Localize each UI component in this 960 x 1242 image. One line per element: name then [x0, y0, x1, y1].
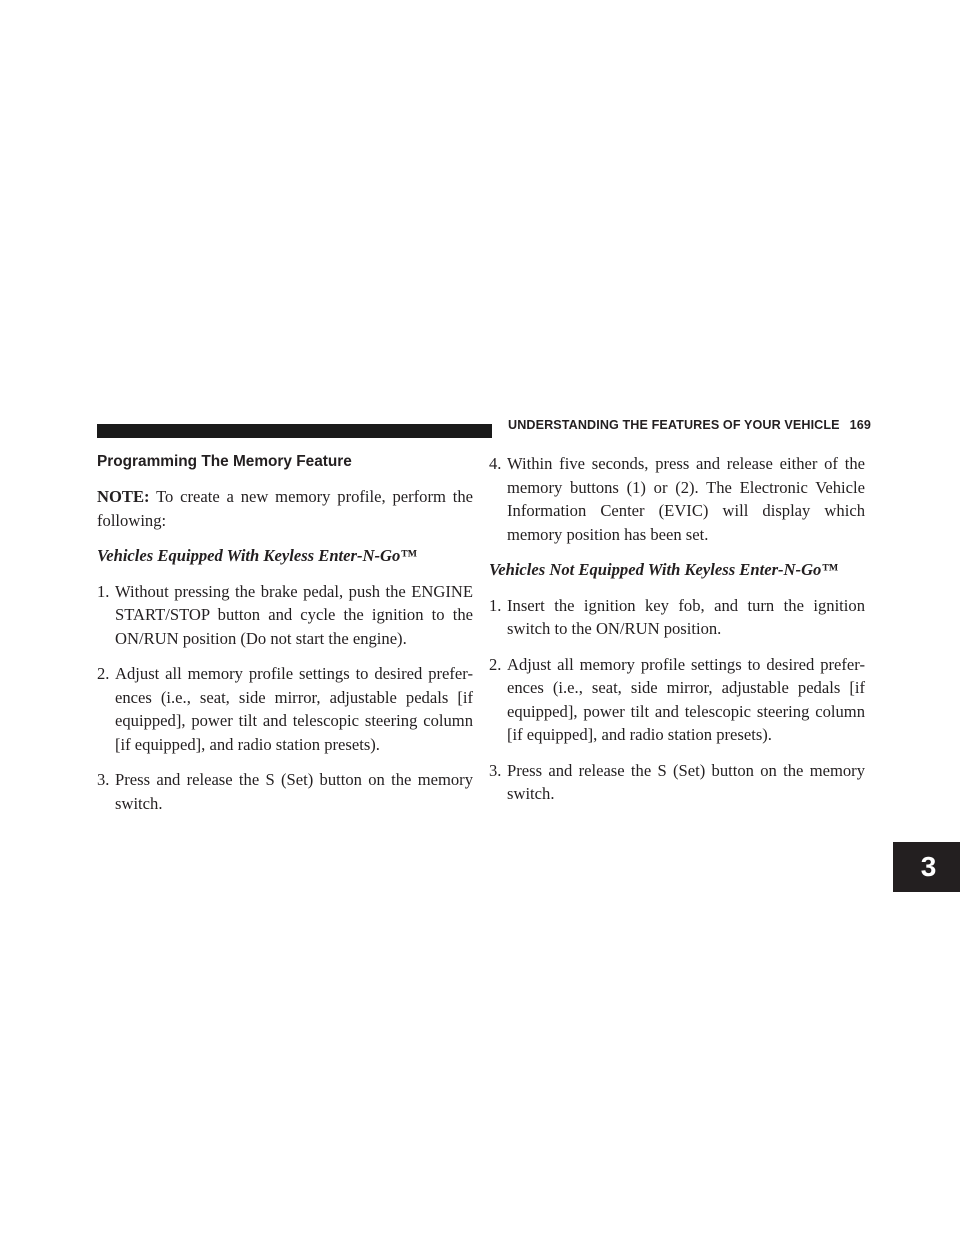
step-number: 3.	[489, 760, 502, 780]
step-number: 1.	[97, 581, 110, 601]
note-paragraph	[97, 485, 473, 532]
list-item	[97, 580, 473, 651]
subheading-keyless: Vehicles Equipped With Keyless Enter-N-Go™	[97, 546, 417, 565]
step-number: 3.	[97, 770, 110, 789]
list-item	[489, 594, 865, 641]
step-number: 2.	[97, 664, 110, 683]
list-item	[97, 662, 473, 756]
header-title: UNDERSTANDING THE FEATURES OF YOUR VEHICLE	[508, 418, 840, 432]
step-number: 2.	[489, 654, 502, 674]
list-item	[489, 452, 865, 546]
chapter-tab: 3	[893, 842, 960, 892]
step-number: 4.	[489, 454, 502, 473]
note-text: To create a new memory profile, perform the following:	[97, 487, 473, 530]
subheading-non-keyless: Vehicles Not Equipped With Keyless Enter-N-Go™	[489, 560, 838, 579]
step-text: Insert the ignition key fob, and turn the ignition switch to the ON/RUN position.	[507, 595, 865, 638]
step-text: Adjust all memory profile settings to desired prefer-ences (i.e., seat, side mirror, adjustable pedals [if equipped], power tilt and telescopic steering column [if equipped], and radio station presets).	[507, 654, 865, 744]
step-text: Press and release the S (Set) button on the memory switch.	[115, 770, 473, 813]
step-text: Within five seconds, press and release either of the memory buttons (1) or (2). The Electronic Vehicle Information Center (EVIC) will display which memory position has been set.	[507, 454, 865, 544]
section-title: Programming The Memory Feature	[97, 453, 352, 470]
list-item	[489, 653, 865, 747]
note-label: NOTE:	[97, 487, 150, 506]
page-number: 169	[849, 418, 871, 432]
step-number: 1.	[489, 595, 502, 615]
running-header	[508, 418, 871, 432]
step-text: Adjust all memory profile settings to desired prefer-ences (i.e., seat, side mirror, adjustable pedals [if equipped], power tilt and telescopic steering column [if equipped], and radio station presets).	[115, 664, 473, 754]
step-text: Press and release the S (Set) button on the memory switch.	[507, 760, 865, 803]
list-item	[489, 759, 865, 806]
list-item	[97, 768, 473, 815]
left-column	[97, 452, 473, 827]
right-column	[489, 452, 865, 818]
step-text: Without pressing the brake pedal, push the ENGINE START/STOP button and cycle the ignition to the ON/RUN position (Do not start the engine).	[115, 581, 473, 648]
header-rule	[97, 424, 492, 438]
